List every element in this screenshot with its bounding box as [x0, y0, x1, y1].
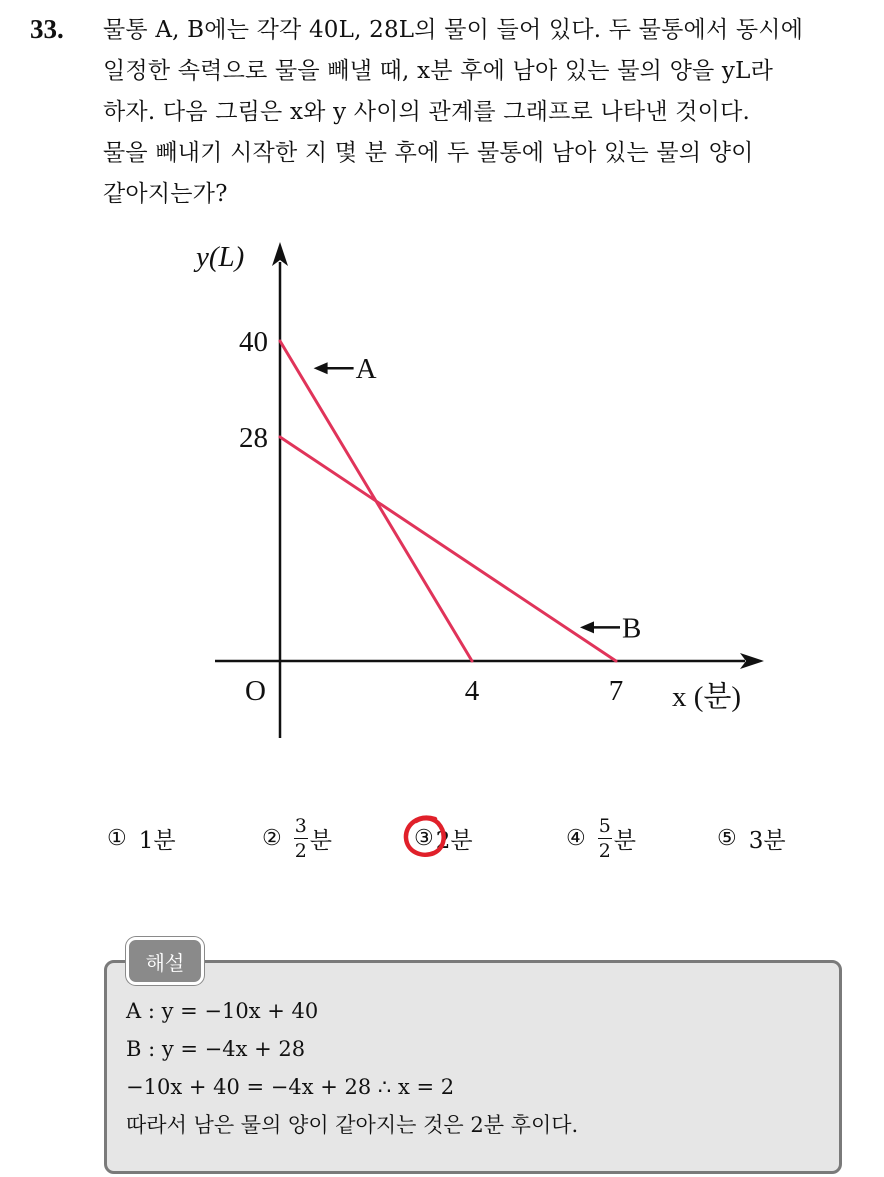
series-label-b: B [622, 612, 642, 645]
choice-value: 1분 [138, 827, 176, 854]
fraction-bar [598, 838, 612, 839]
choice-5[interactable] [717, 805, 786, 871]
fraction-numerator: 5 [598, 814, 611, 837]
solution-line: B : y = −4x + 28 [126, 1037, 306, 1061]
fraction [598, 815, 612, 862]
solution-line: A : y = −10x + 40 [126, 999, 319, 1023]
choice-value: 2분 [435, 827, 473, 854]
choice-value: 3분 [748, 827, 786, 854]
fraction [294, 815, 308, 862]
fraction-denominator: 2 [294, 839, 307, 862]
choice-unit: 분 [613, 827, 636, 854]
question-line: 같아지는가? [103, 181, 228, 207]
y-axis-label: y(L) [196, 241, 245, 273]
x-axis-label: x (분) [672, 681, 742, 713]
series-line-b [280, 437, 616, 661]
origin-label: O [245, 675, 266, 707]
y-tick-label: 28 [239, 422, 268, 454]
choice-marker: ① [107, 825, 127, 851]
left-arrow-icon [314, 362, 328, 374]
left-arrow-icon [580, 621, 594, 633]
fraction-numerator: 3 [294, 814, 307, 837]
solution-text [126, 992, 578, 1144]
x-tick-label: 4 [464, 675, 480, 707]
question-line: 물을 빼내기 시작한 지 몇 분 후에 두 물통에 남아 있는 물의 양이 [103, 140, 754, 166]
x-tick-label: 7 [608, 675, 624, 707]
choice-1[interactable] [107, 805, 176, 871]
series-label-a: A [355, 353, 377, 386]
solution-tag: 해설 [126, 937, 204, 985]
y-tick-label: 40 [239, 326, 268, 358]
choice-2[interactable] [262, 805, 332, 871]
solution-line: −10x + 40 = −4x + 28 ∴ x = 2 [126, 1075, 455, 1099]
choice-4[interactable] [566, 805, 636, 871]
question-line: 물통 A, B에는 각각 40L, 28L의 물이 들어 있다. 두 물통에서 동시에 [103, 17, 804, 43]
choice-marker: ③ [414, 825, 434, 851]
choice-unit: 분 [309, 827, 332, 854]
choice-marker: ⑤ [717, 825, 737, 851]
solution-line: 따라서 남은 물의 양이 같아지는 것은 2분 후이다. [126, 1113, 579, 1137]
choice-marker: ④ [566, 825, 586, 851]
fraction-denominator: 2 [598, 839, 611, 862]
fraction-bar [294, 838, 308, 839]
question-line: 하자. 다음 그림은 x와 y 사이의 관계를 그래프로 나타낸 것이다. [103, 99, 751, 125]
selected-answer-circle-icon [402, 813, 448, 861]
choice-marker: ② [262, 825, 282, 851]
question-number: 33. [30, 14, 64, 44]
question-line: 일정한 속력으로 물을 빼낼 때, x분 후에 남아 있는 물의 양을 yL라 [103, 58, 774, 84]
